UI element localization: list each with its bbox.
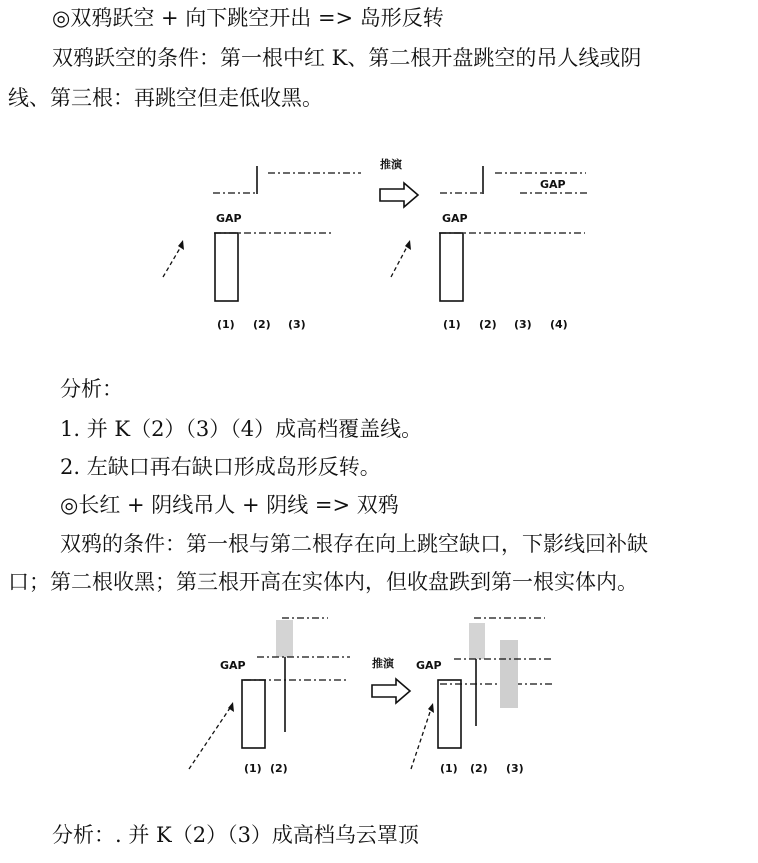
trend-arrow (391, 243, 409, 277)
candle-1 (440, 233, 463, 301)
candle-number: (1) (440, 762, 458, 775)
gap-label: GAP (416, 659, 442, 672)
section1-condition-line1: 双鸦跃空的条件：第一根中红 K、第二根开盘跳空的吊人线或阴 (52, 46, 642, 70)
candle-number: (2) (253, 318, 271, 331)
deduce-label: 推演 (372, 657, 394, 670)
section1-analysis-title: 分析： (60, 377, 123, 401)
candle-number: (2) (479, 318, 497, 331)
candle-number: (1) (443, 318, 461, 331)
gap-label: GAP (442, 212, 468, 225)
candle-number: (2) (270, 762, 288, 775)
candle-number: (1) (217, 318, 235, 331)
gap-label: GAP (220, 659, 246, 672)
candle-1 (215, 233, 238, 301)
candle-number: (3) (506, 762, 524, 775)
candle-2-body (276, 620, 293, 657)
candle-1 (242, 680, 265, 748)
candle-number: (3) (514, 318, 532, 331)
hollow-arrow-icon (380, 183, 418, 207)
deduce-label: 推演 (380, 158, 402, 171)
section1-condition-line2: 线、第三根：再跳空但走低收黑。 (8, 86, 323, 110)
gap-label: GAP (540, 178, 566, 191)
section2-analysis: 分析：. 并 K（2）（3）成高档乌云罩顶 (52, 823, 419, 847)
trend-arrow (411, 706, 432, 769)
candle-3-body (500, 640, 518, 708)
hollow-arrow-icon (372, 679, 410, 703)
diagram2-right (411, 618, 553, 775)
diagram2-left (189, 618, 350, 775)
section1-heading: ◎双鸦跃空 + 向下跳空开出 => 岛形反转 (52, 6, 444, 30)
section1-analysis-item: 1. 并 K（2）（3）（4）成高档覆盖线。 (60, 417, 423, 441)
section2-condition-line2: 口；第二根收黑；第三根开高在实体内，但收盘跌到第一根实体内。 (8, 570, 638, 594)
candle-2-body (469, 623, 485, 659)
diagram1-right (391, 166, 588, 331)
candle-number: (3) (288, 318, 306, 331)
section2-condition-line1: 双鸦的条件：第一根与第二根存在向上跳空缺口，下影线回补缺 (60, 532, 648, 556)
trend-arrowhead (178, 240, 184, 250)
trend-arrowhead (405, 240, 411, 250)
trend-arrow (189, 705, 232, 769)
candle-number: (1) (244, 762, 262, 775)
candle-number: (4) (550, 318, 568, 331)
candle-number: (2) (470, 762, 488, 775)
candle-1 (438, 680, 461, 748)
trend-arrow (163, 243, 183, 277)
diagram1-left (163, 166, 361, 331)
section2-heading: ◎长红 + 阴线吊人 + 阴线 => 双鸦 (60, 493, 399, 517)
trend-arrowhead (428, 703, 434, 713)
deduce-arrow (372, 656, 410, 703)
section1-analysis-item: 2. 左缺口再右缺口形成岛形反转。 (60, 455, 381, 479)
gap-label: GAP (216, 212, 242, 225)
deduce-arrow (380, 157, 418, 207)
